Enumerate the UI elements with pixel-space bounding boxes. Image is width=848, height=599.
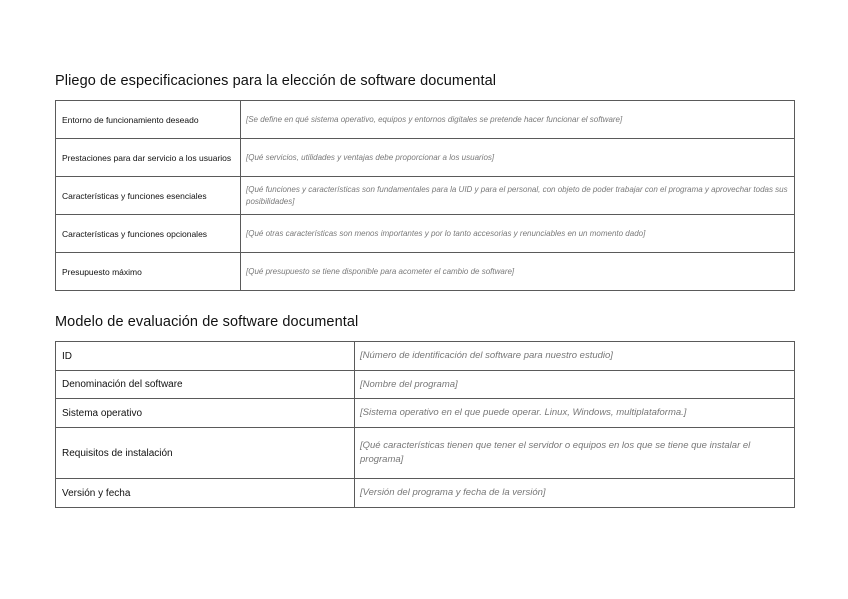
table-row — [56, 253, 795, 291]
row-label: Prestaciones para dar servicio a los usuarios — [56, 139, 241, 177]
row-label: Denominación del software — [56, 371, 355, 399]
section-title-specifications: Pliego de especificaciones para la elección de software documental — [55, 73, 497, 89]
table-row — [56, 371, 795, 399]
row-label: Características y funciones opcionales — [56, 215, 241, 253]
table-row — [56, 342, 795, 371]
row-label: ID — [56, 342, 355, 371]
row-value: [Sistema operativo en el que puede operar. Linux, Windows, multiplataforma.] — [355, 399, 795, 428]
table-row — [56, 428, 795, 479]
row-value: [Qué presupuesto se tiene disponible para acometer el cambio de software] — [241, 253, 795, 291]
row-value: [Se define en qué sistema operativo, equipos y entornos digitales se pretende hacer funcionar el software] — [241, 101, 795, 139]
table-row — [56, 101, 795, 139]
row-value: [Qué servicios, utilidades y ventajas debe proporcionar a los usuarios] — [241, 139, 795, 177]
row-label: Sistema operativo — [56, 399, 355, 428]
row-label: Requisitos de instalación — [56, 428, 355, 479]
section-title-evaluation: Modelo de evaluación de software documental — [55, 314, 359, 330]
row-label: Entorno de funcionamiento deseado — [56, 101, 241, 139]
row-value: [Número de identificación del software para nuestro estudio] — [355, 342, 795, 371]
table-row — [56, 177, 795, 215]
specifications-table — [55, 100, 795, 291]
row-value: [Qué funciones y características son fundamentales para la UID y para el personal, con objeto de poder trabajar con el programa y aprovechar todas sus posibilidades] — [241, 177, 795, 215]
row-label: Versión y fecha — [56, 479, 355, 508]
table-row — [56, 215, 795, 253]
row-value: [Nombre del programa] — [355, 371, 795, 399]
row-value: [Qué otras características son menos importantes y por lo tanto accesorias y renunciables en un momento dado] — [241, 215, 795, 253]
row-label: Presupuesto máximo — [56, 253, 241, 291]
table-row — [56, 139, 795, 177]
evaluation-table — [55, 341, 795, 508]
row-label: Características y funciones esenciales — [56, 177, 241, 215]
row-value: [Versión del programa y fecha de la versión] — [355, 479, 795, 508]
table-row — [56, 399, 795, 428]
table-row — [56, 479, 795, 508]
row-value: [Qué características tienen que tener el servidor o equipos en los que se tiene que instalar el programa] — [355, 428, 795, 479]
